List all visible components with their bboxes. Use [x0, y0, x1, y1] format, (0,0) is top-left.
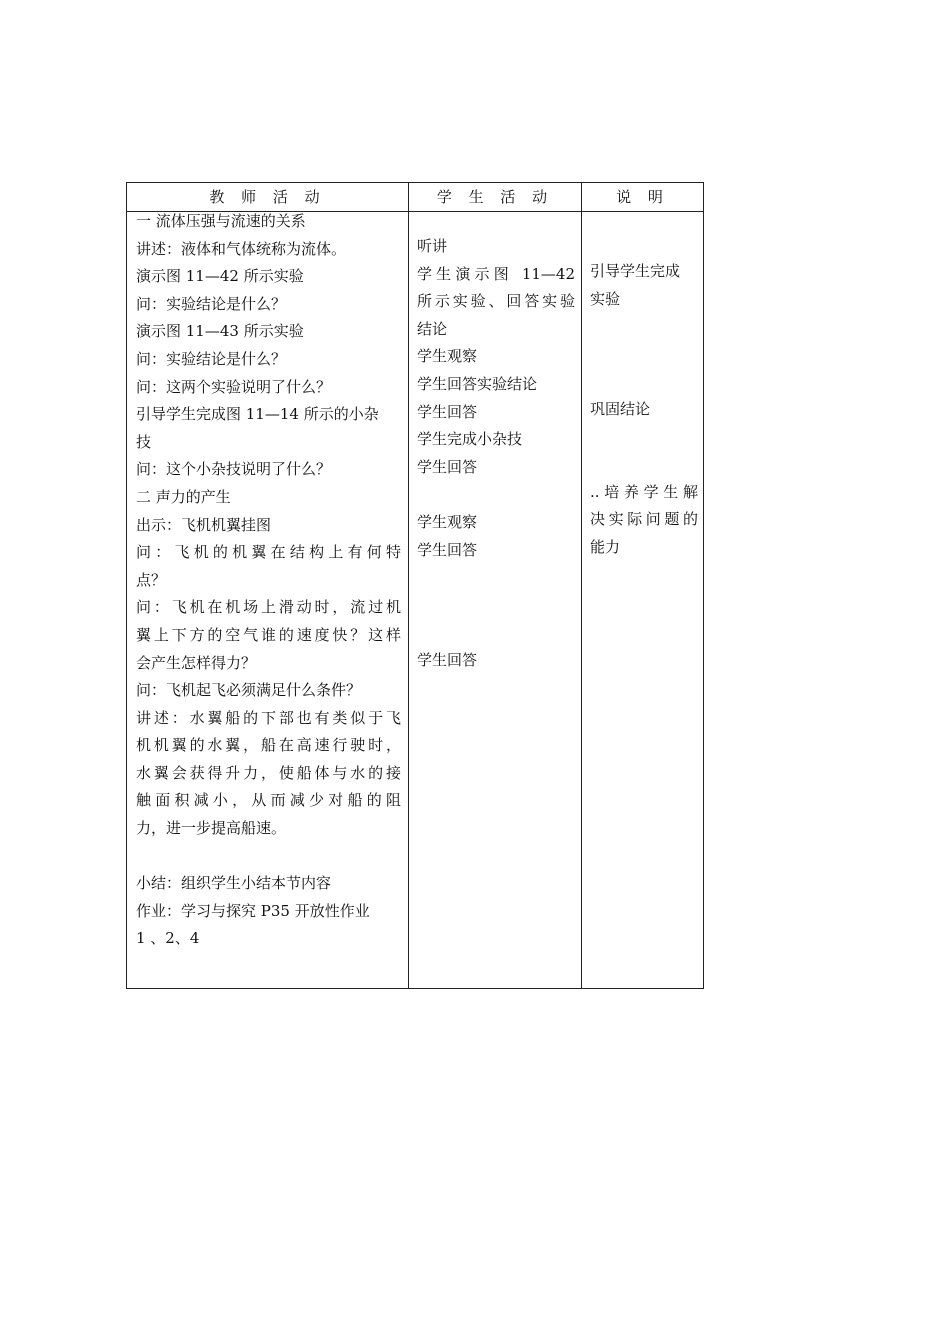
notes-column	[590, 258, 698, 562]
notes-line: 引导学生完成	[590, 262, 681, 280]
student-line: 学生观察	[417, 512, 478, 531]
header-teacher-activity: 教 师 活 动	[209, 188, 326, 206]
student-line: 学生回答实验结论	[417, 374, 538, 393]
student-line: 学生完成小杂技	[417, 430, 523, 449]
teacher-line: 触面积减小，从而减少对船的阻	[136, 791, 401, 810]
teacher-line	[136, 843, 401, 871]
teacher-line: 作业：学习与探究 P35 开放性作业	[136, 901, 370, 920]
student-line	[417, 481, 575, 509]
teacher-line: 水翼会获得升力，使船体与水的接	[136, 763, 401, 782]
student-line: 学生演示图 11—42	[417, 264, 575, 283]
student-line	[417, 564, 575, 592]
notes-line: ..培养学生解	[590, 482, 698, 501]
notes-line	[590, 313, 698, 341]
teacher-line: 机机翼的水翼，船在高速行驶时，	[136, 736, 401, 755]
teacher-line: 问：实验结论是什么？	[136, 349, 287, 368]
column-divider	[408, 183, 409, 988]
teacher-line: 二 声力的产生	[136, 487, 231, 506]
teacher-line: 力，进一步提高船速。	[136, 819, 287, 838]
notes-line: 决实际问题的	[590, 510, 698, 529]
teacher-line: 一 流体压强与流速的关系	[136, 212, 306, 230]
teacher-line: 会产生怎样得力？	[136, 653, 257, 672]
student-line: 学生回答	[417, 540, 478, 559]
teacher-line: 问：飞机起飞必须满足什么条件？	[136, 681, 362, 700]
header-student-activity: 学 生 活 动	[436, 188, 554, 206]
student-line: 学生回答	[417, 457, 478, 476]
teacher-line: 出示：飞机机翼挂图	[136, 515, 272, 534]
student-line	[417, 592, 575, 620]
student-line: 学生回答	[417, 402, 478, 421]
teacher-line: 问：实验结论是什么？	[136, 294, 287, 313]
teacher-line: 演示图 11—42 所示实验	[136, 267, 304, 286]
teacher-line: 翼上下方的空气谁的速度快？这样	[136, 625, 401, 644]
teacher-line: 问：这个小杂技说明了什么？	[136, 460, 332, 479]
lesson-plan-table	[126, 182, 704, 989]
notes-line: 巩固结论	[590, 399, 651, 418]
student-line	[417, 619, 575, 647]
student-line: 学生观察	[417, 347, 478, 366]
teacher-line: 小结：组织学生小结本节内容	[136, 874, 332, 893]
teacher-activity-column	[136, 208, 401, 953]
teacher-line: 1 、2、4	[136, 929, 200, 948]
notes-line	[590, 341, 698, 369]
teacher-line: 技	[136, 432, 152, 451]
column-divider	[581, 183, 582, 988]
notes-line	[590, 368, 698, 396]
student-activity-column	[417, 233, 575, 675]
teacher-line: 引导学生完成图 11—14 所示的小杂	[136, 405, 379, 424]
notes-line	[590, 451, 698, 479]
student-line: 结论	[417, 319, 448, 338]
teacher-line: 问：这两个实验说明了什么？	[136, 377, 332, 396]
header-notes: 说 明	[616, 188, 669, 206]
student-line: 所示实验、回答实验	[417, 292, 575, 311]
student-line: 学生回答	[417, 650, 478, 669]
teacher-line: 讲述：液体和气体统称为流体。	[136, 239, 347, 258]
teacher-line: 问：飞机在机场上滑动时，流过机	[136, 598, 401, 617]
teacher-line: 点？	[136, 570, 167, 589]
teacher-line: 讲述：水翼船的下部也有类似于飞	[136, 708, 401, 727]
teacher-line: 演示图 11—43 所示实验	[136, 322, 304, 341]
notes-line	[590, 424, 698, 452]
notes-line: 能力	[590, 537, 621, 556]
notes-line: 实验	[590, 289, 621, 308]
student-line: 听讲	[417, 237, 448, 255]
teacher-line: 问：飞机的机翼在结构上有何特	[136, 543, 401, 562]
